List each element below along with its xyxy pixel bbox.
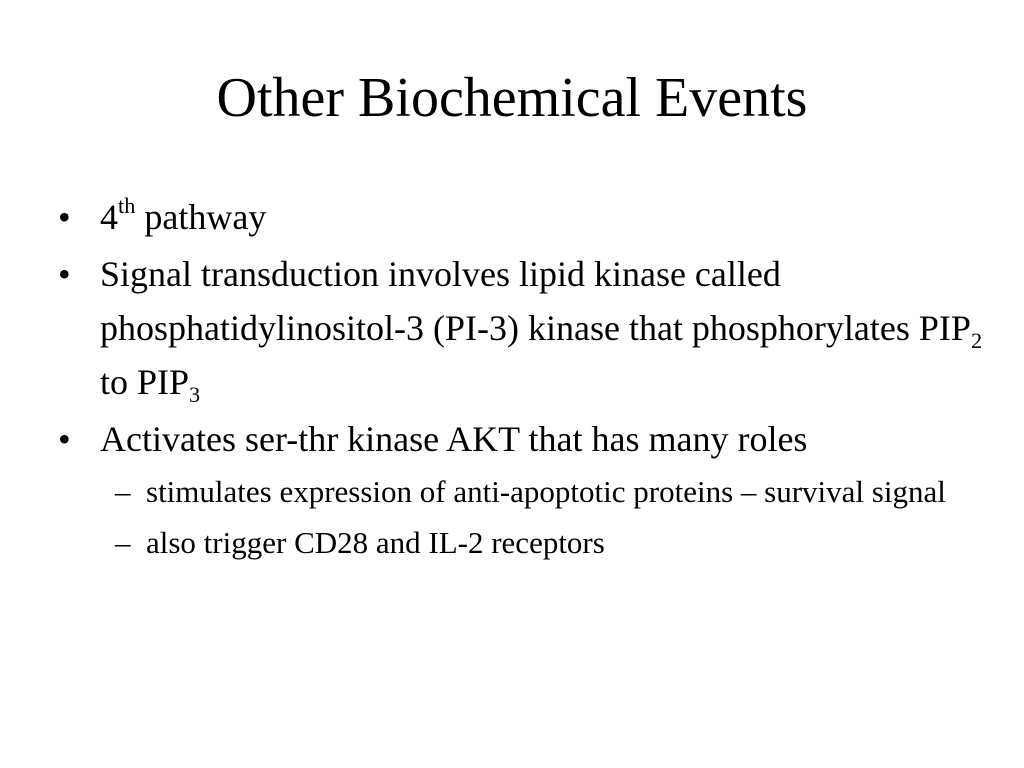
superscript: th <box>118 193 136 219</box>
bullet-number: 4 <box>100 197 118 237</box>
sub-bullet-marker: – <box>115 474 131 509</box>
bullet-marker: • <box>58 419 71 459</box>
bullet-item <box>58 247 998 409</box>
bullet-text: Signal transduction involves lipid kinase called phosphatidylinositol-3 (PI-3) kinase that phosphorylates PIP <box>100 254 971 348</box>
bullet-text: pathway <box>135 197 267 237</box>
bullet-marker: • <box>58 197 71 237</box>
sub-bullet-item <box>115 520 998 565</box>
bullet-text: Activates ser-thr kinase AKT that has many roles <box>100 419 808 459</box>
bullet-item <box>58 412 998 466</box>
sub-bullet-marker: – <box>115 525 131 560</box>
subscript: 3 <box>189 381 201 407</box>
slide-title: Other Biochemical Events <box>216 67 808 129</box>
bullet-text: to PIP <box>100 362 190 402</box>
subscript: 2 <box>970 327 983 353</box>
sub-bullet-item <box>115 469 998 514</box>
bullet-item <box>58 190 998 244</box>
sub-bullet-text: also trigger CD28 and IL-2 receptors <box>146 525 605 560</box>
slide-content <box>58 190 998 571</box>
sub-bullet-text: stimulates expression of anti-apoptotic proteins – survival signal <box>146 474 946 509</box>
bullet-marker: • <box>58 254 71 294</box>
